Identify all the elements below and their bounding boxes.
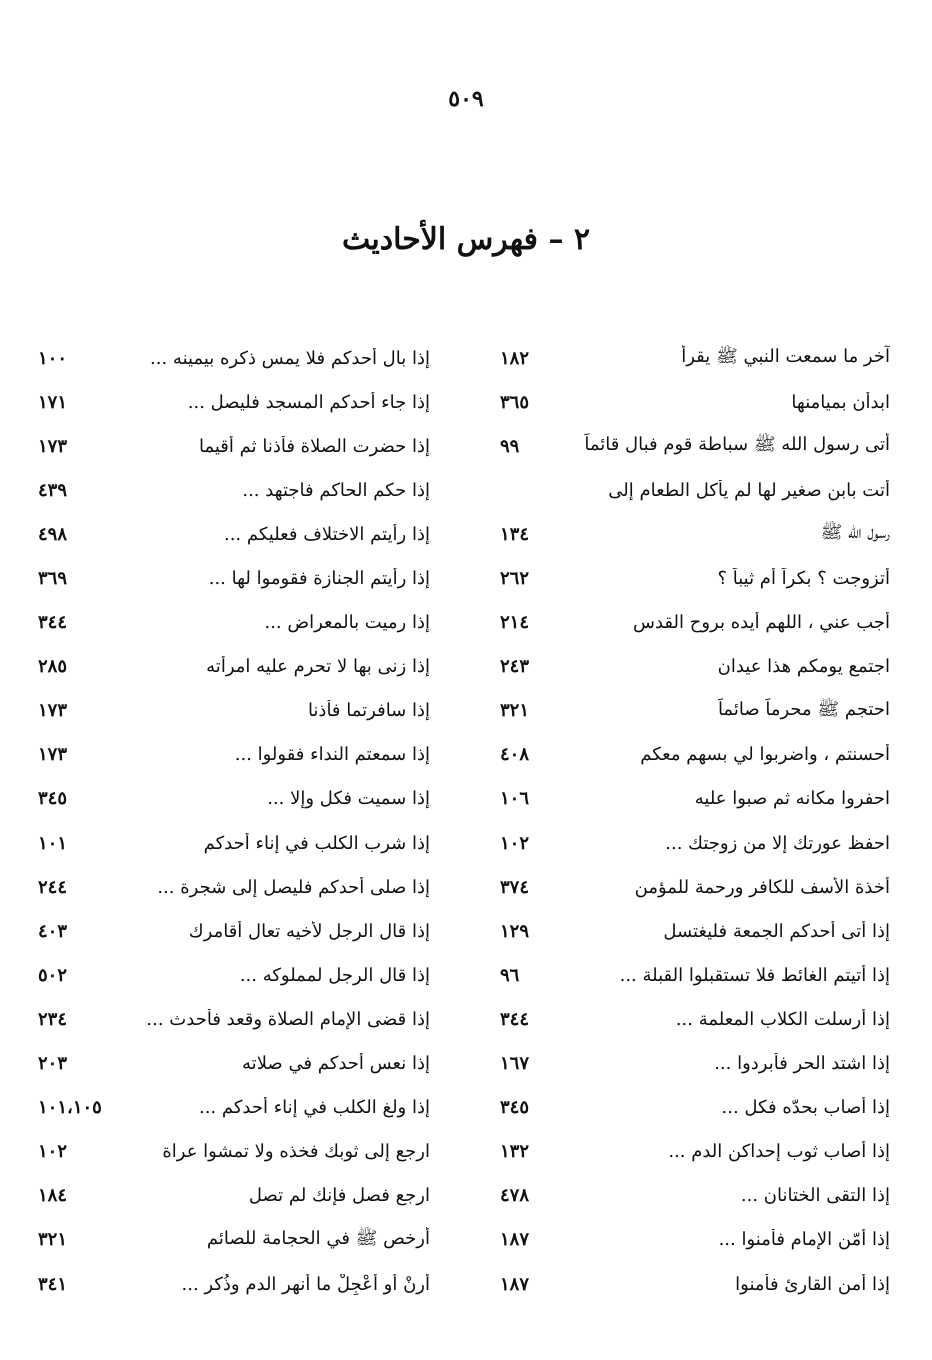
index-entry [38, 645, 430, 689]
index-entry [38, 997, 430, 1041]
page-reference: ١٠٦ [500, 788, 530, 810]
page-reference: ٤٩٨ [38, 523, 68, 545]
hadith-text: آخر ما سمعت النبي ﷺ يقرأ [681, 346, 890, 368]
index-entry [500, 1130, 890, 1174]
hadith-text: احفروا مكانه ثم صبوا عليه [694, 788, 890, 810]
page-reference: ١٧٣ [38, 700, 68, 722]
page-reference: ١٧٣ [38, 435, 68, 457]
index-entry [38, 909, 430, 953]
page-reference: ١٧١ [38, 391, 68, 413]
page-reference: ١٨٢ [500, 347, 530, 369]
index-entry [38, 1042, 430, 1086]
hadith-text: أحسنتم ، واضربوا لي بسهم معكم [640, 744, 890, 766]
hadith-text: رسول الله ﷺ [820, 522, 890, 544]
hadith-text: أتزوجت ؟ بكراً أم ثيباً ؟ [717, 568, 890, 590]
index-entry [38, 689, 430, 733]
hadith-text: اجتمع يومكم هذا عيدان [717, 656, 890, 678]
hadith-text: أخذة الأسف للكافر ورحمة للمؤمن [634, 876, 890, 898]
index-entry [38, 424, 430, 468]
index-column-right [500, 336, 890, 1306]
page-reference: ٣٤٥ [500, 1097, 530, 1119]
hadith-text: احفظ عورتك إلا من زوجتك ... [665, 832, 890, 854]
page-reference: ١٢٩ [500, 920, 530, 942]
index-entry [38, 865, 430, 909]
page-reference: ٤٠٣ [38, 920, 68, 942]
hadith-text: إذا أتى أحدكم الجمعة فليغتسل [663, 920, 890, 942]
hadith-text: إذا أمّن الإمام فأمنوا ... [718, 1229, 890, 1251]
index-entry [500, 1174, 890, 1218]
page-reference: ١٣٢ [500, 1141, 530, 1163]
index-entry [38, 821, 430, 865]
page-reference: ١٨٤ [38, 1185, 68, 1207]
index-entry [500, 645, 890, 689]
page-reference: ٤٠٨ [500, 744, 530, 766]
index-entry [500, 865, 890, 909]
page-reference: ٢٦٢ [500, 568, 530, 590]
index-entry [38, 1218, 430, 1262]
index-entry [500, 909, 890, 953]
page-reference: ٣٦٥ [500, 391, 530, 413]
index-entry [500, 336, 890, 380]
page-reference: ٣٤١ [38, 1273, 68, 1295]
index-entry [500, 512, 890, 556]
index-entry [38, 556, 430, 600]
page-reference: ٩٩ [500, 435, 520, 457]
index-entry [500, 1042, 890, 1086]
hadith-text: احتجم ﷺ محرماً صائماً [717, 698, 890, 720]
page-reference: ٣٤٤ [500, 1008, 530, 1030]
index-entry [38, 777, 430, 821]
page-reference: ٢٣٤ [38, 1008, 68, 1030]
index-entry [500, 556, 890, 600]
page-reference: ١٦٧ [500, 1053, 530, 1075]
hadith-text: أتى رسول الله ﷺ سباطة قوم فبال قائماً [584, 434, 890, 456]
page-reference: ٣٢١ [500, 700, 530, 722]
hadith-text: أتت بابن صغير لها لم يأكل الطعام إلى [608, 479, 890, 501]
hadith-text: إذا نعس أحدكم في صلاته [242, 1053, 430, 1075]
hadith-text: إذا سافرتما فأذنا [307, 700, 430, 722]
index-entry [500, 1218, 890, 1262]
index-entry [500, 777, 890, 821]
hadith-text: أرِنْ أو أعْجِلْ ما أنهر الدم وذُكر ... [181, 1273, 430, 1295]
index-entry [38, 1174, 430, 1218]
hadith-text: إذا زنى بها لا تحرم عليه امرأته [206, 656, 430, 678]
hadith-text: ارجع فصل فإنك لم تصل [248, 1185, 430, 1207]
index-entry [38, 336, 430, 380]
page-reference: ٥٠٢ [38, 964, 68, 986]
page-number: ٥٠٩ [448, 86, 484, 112]
page-reference: ٢٤٤ [38, 876, 68, 898]
index-entry [500, 1262, 890, 1306]
hadith-text: إذا سمعتم النداء فقولوا ... [234, 744, 430, 766]
index-entry [38, 512, 430, 556]
hadith-text: ارجع إلى ثوبك فخذه ولا تمشوا عراة [162, 1141, 430, 1163]
page-reference: ٣٦٩ [38, 568, 68, 590]
hadith-text: إذا قال الرجل لمملوكه ... [239, 964, 430, 986]
hadith-text: إذا اشتد الحر فأبردوا ... [714, 1053, 890, 1075]
hadith-text: إذا بال أحدكم فلا يمس ذكره بيمينه ... [150, 347, 430, 369]
index-entry [38, 601, 430, 645]
hadith-text: إذا رميت بالمعراض ... [264, 612, 430, 634]
index-entry [500, 733, 890, 777]
index-entry [500, 689, 890, 733]
hadith-text: إذا شرب الكلب في إناء أحدكم [203, 832, 430, 854]
index-entry [500, 953, 890, 997]
index-entry [38, 1262, 430, 1306]
hadith-text: إذا رأيتم الجنازة فقوموا لها ... [208, 568, 430, 590]
page-reference: ١٨٧ [500, 1229, 530, 1251]
index-entry [38, 1130, 430, 1174]
index-entry [500, 468, 890, 512]
page-reference: ١٠٢ [38, 1141, 68, 1163]
index-entry [38, 468, 430, 512]
page-reference: ٣٧٤ [500, 876, 530, 898]
hadith-text: إذا سميت فكل وإلا ... [267, 788, 430, 810]
hadith-text: ابدأن بميامنها [791, 391, 890, 413]
hadith-text: إذا ولغ الكلب في إناء أحدكم ... [198, 1097, 430, 1119]
page-reference: ٣٤٤ [38, 612, 68, 634]
hadith-text: إذا قضى الإمام الصلاة وقعد فأحدث ... [146, 1008, 430, 1030]
page-reference: ١٠١،١٠٥ [38, 1097, 102, 1119]
hadith-text: إذا أصاب بحدّه فكل ... [721, 1097, 890, 1119]
hadith-text: إذا رأيتم الاختلاف فعليكم ... [223, 523, 430, 545]
hadith-text: إذا حضرت الصلاة فأذنا ثم أقيما [198, 435, 430, 457]
page-reference: ٢٨٥ [38, 656, 68, 678]
hadith-text: أجب عني ، اللهم أيده بروح القدس [633, 612, 890, 634]
hadith-text: إذا جاء أحدكم المسجد فليصل ... [187, 391, 430, 413]
index-entry [500, 601, 890, 645]
hadith-text: إذا قال الرجل لأخيه تعال أقامرك [188, 920, 430, 942]
index-entry [500, 1086, 890, 1130]
page-reference: ١٠٠ [38, 347, 68, 369]
index-entry [500, 424, 890, 468]
hadith-text: إذا صلى أحدكم فليصل إلى شجرة ... [157, 876, 430, 898]
index-column-left [38, 336, 430, 1306]
index-entry [500, 380, 890, 424]
page-reference: ٤٧٨ [500, 1185, 530, 1207]
index-entry [500, 821, 890, 865]
page-reference: ٣٢١ [38, 1229, 68, 1251]
index-title: ٢ – فهرس الأحاديث [341, 222, 591, 257]
page-reference: ١٠٢ [500, 832, 530, 854]
hadith-text: إذا أتيتم الغائط فلا تستقبلوا القبلة ... [619, 964, 890, 986]
hadith-text: إذا أرسلت الكلاب المعلمة ... [675, 1008, 890, 1030]
page-reference: ٢٤٣ [500, 656, 530, 678]
page-reference: ٢١٤ [500, 612, 530, 634]
index-entry [38, 733, 430, 777]
hadith-text: إذا التقى الختانان ... [740, 1185, 890, 1207]
index-entry [500, 997, 890, 1041]
hadith-text: إذا حكم الحاكم فاجتهد ... [242, 479, 430, 501]
page-reference: ١٧٣ [38, 744, 68, 766]
page-reference: ٤٣٩ [38, 479, 68, 501]
page-reference: ١٣٤ [500, 523, 530, 545]
index-entry [38, 1086, 430, 1130]
hadith-text: إذا أصاب ثوب إحداكن الدم ... [668, 1141, 890, 1163]
hadith-text: إذا أمن القارئ فأمنوا [735, 1273, 890, 1295]
index-entry [38, 953, 430, 997]
page-reference: ٣٤٥ [38, 788, 68, 810]
page-reference: ٩٦ [500, 964, 520, 986]
hadith-text: أرخص ﷺ في الحجامة للصائم [206, 1227, 430, 1249]
page-reference: ٢٠٣ [38, 1053, 68, 1075]
index-entry [38, 380, 430, 424]
page-reference: ١٨٧ [500, 1273, 530, 1295]
page-reference: ١٠١ [38, 832, 68, 854]
